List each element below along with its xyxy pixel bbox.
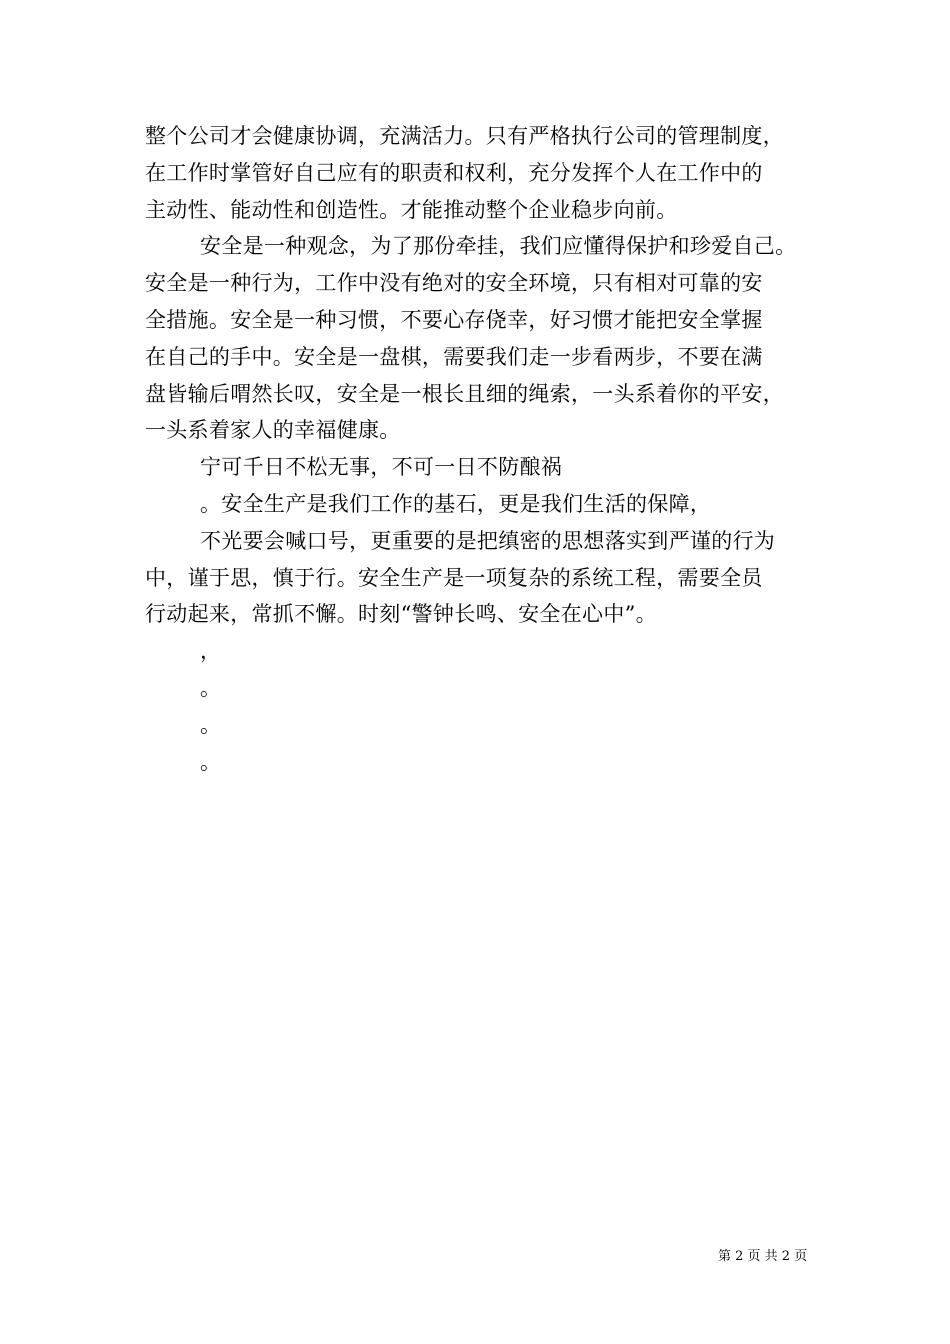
text-line: 。 <box>200 749 222 774</box>
text-line: 。安全生产是我们工作的基石，更是我们生活的保障， <box>200 491 712 516</box>
text-line: 盘皆输后喟然长叹，安全是一根长且细的绳索，一头系着你的平安， <box>145 381 784 406</box>
text-line: 安全是一种行为，工作中没有绝对的安全环境，只有相对可靠的安 <box>145 271 763 296</box>
text-line: ， <box>200 639 222 664</box>
text-line: 中，谨于思，慎于行。安全生产是一项复杂的系统工程，需要全员 <box>145 565 763 590</box>
text-line: 安全是一种观念，为了那份牵挂，我们应懂得保护和珍爱自己。 <box>200 234 797 259</box>
text-line: 宁可千日不松无事，不可一日不防酿祸 <box>200 455 563 480</box>
text-line: 全措施。安全是一种习惯，不要心存侥幸，好习惯才能把安全掌握 <box>145 307 763 332</box>
text-line: 。 <box>200 675 222 700</box>
text-line: 在自己的手中。安全是一盘棋，需要我们走一步看两步，不要在满 <box>145 344 763 369</box>
text-line: 整个公司才会健康协调，充满活力。只有严格执行公司的管理制度， <box>145 124 784 148</box>
text-line: 不光要会喊口号，更重要的是把缜密的思想落实到严谨的行为 <box>200 528 776 553</box>
text-line: 。 <box>200 712 222 737</box>
document-body <box>145 118 810 780</box>
text-line: 在工作时掌管好自己应有的职责和权利，充分发挥个人在工作中的 <box>145 160 763 185</box>
text-line: 一头系着家人的幸福健康。 <box>145 418 401 443</box>
page-number: 第 2 页 共 2 页 <box>718 1249 808 1264</box>
text-line: 主动性、能动性和创造性。才能推动整个企业稳步向前。 <box>145 197 678 222</box>
text-line: 行动起来，常抓不懈。时刻“警钟长鸣、安全在心中”。 <box>145 602 657 627</box>
